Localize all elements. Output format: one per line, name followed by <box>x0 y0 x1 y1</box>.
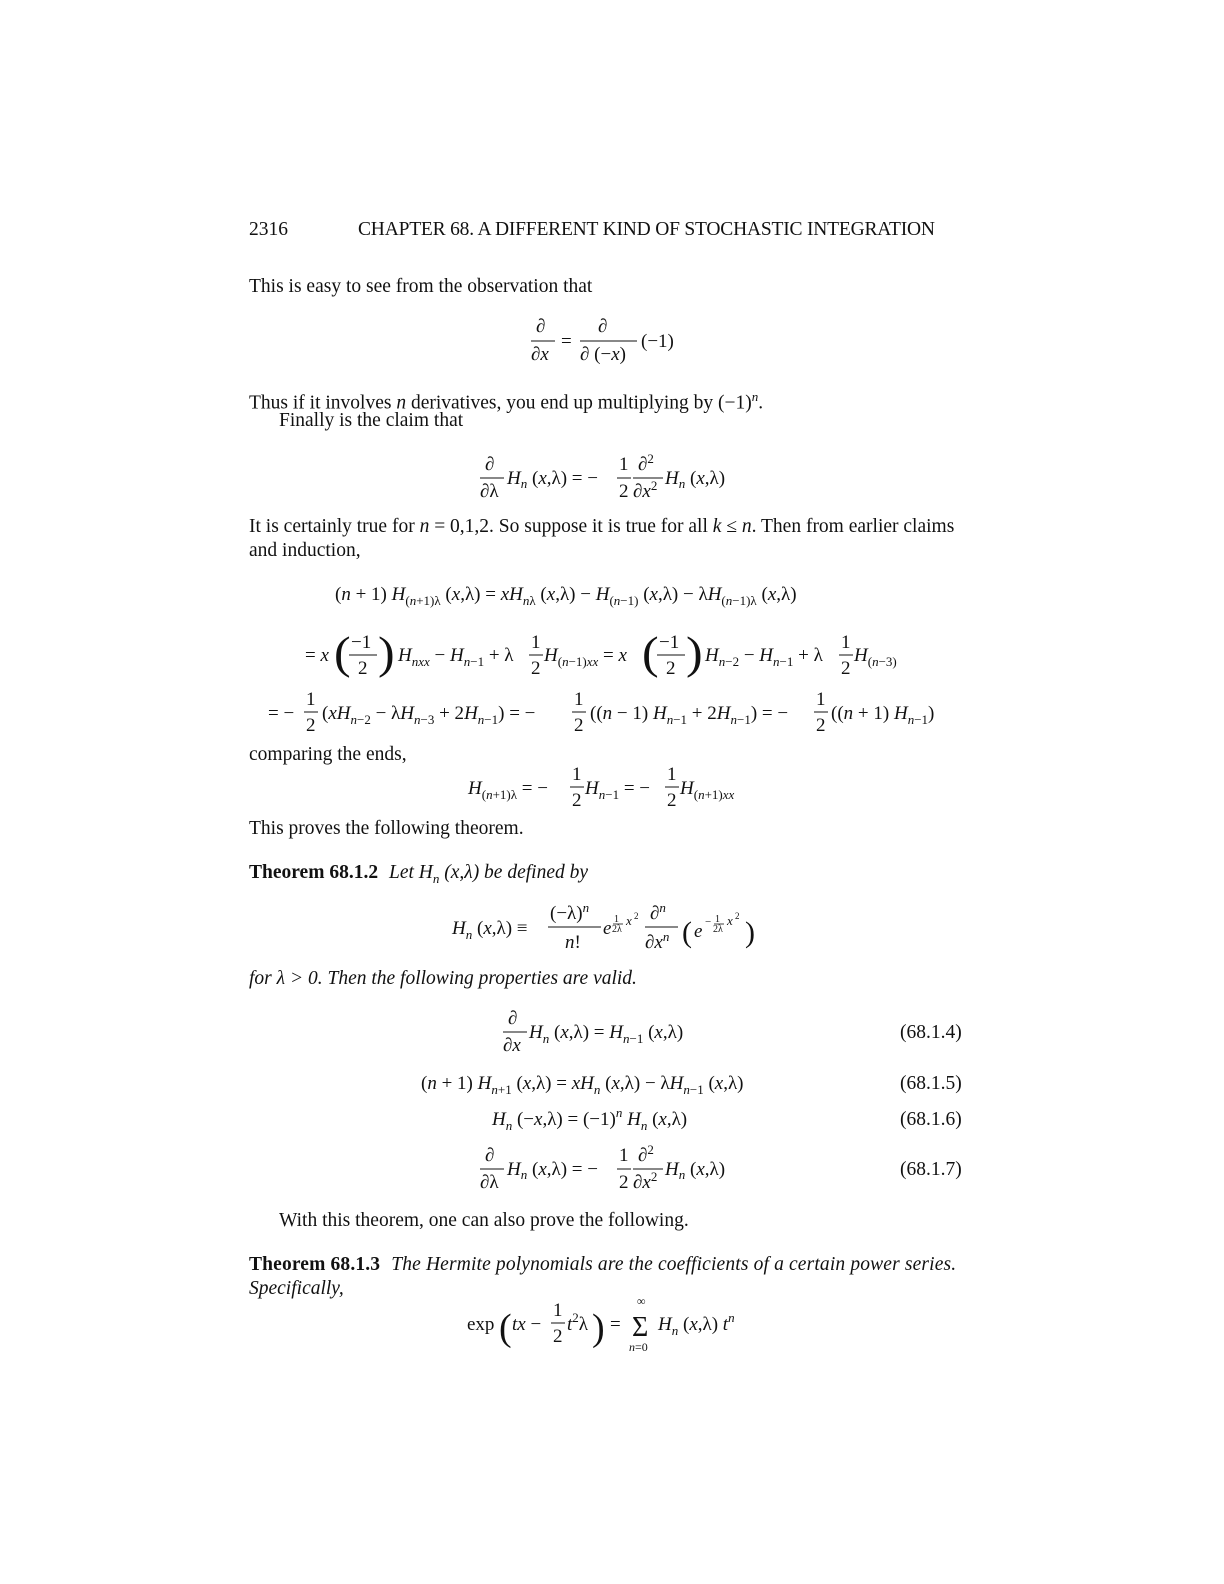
svg-text:2: 2 <box>553 1326 563 1347</box>
svg-text:): ) <box>745 916 755 949</box>
svg-text:H(n−3): $H_{(n-3)}$ <box>854 645 897 669</box>
svg-text:∂: ∂ <box>598 316 608 337</box>
svg-text:∂x: ∂x <box>531 344 549 365</box>
paragraph-with-theorem: With this theorem, one can also prove the following. <box>279 1210 689 1231</box>
svg-text:=: = <box>561 331 572 352</box>
svg-text:∂x: ∂x <box>503 1035 521 1056</box>
svg-text:(: ( <box>682 916 692 949</box>
equation-step-three <box>268 689 934 736</box>
svg-text:1: 1 <box>715 914 720 925</box>
equation-number: (68.1.7) <box>900 1159 962 1180</box>
svg-text:2: 2 <box>735 911 740 921</box>
equation-68-1-6 <box>491 1105 687 1133</box>
svg-text:(n + 1) H(n+1)λ (x,λ) = xHnλ (: (n + 1) $H_(n+1)\lambda$ $(x,\lambda) = xH_n\lambda$ $(x,\lambda) - H_(n-1$) $(x,\lambda) - \lambda H_(n-1)\lambda$ (x,λ) <box>335 584 797 608</box>
svg-text:−1: −1 <box>659 632 680 653</box>
svg-text:Hn (x,λ): $H_n$ (x,λ) <box>665 1159 726 1182</box>
svg-text:1: 1 <box>619 454 629 475</box>
theorem-68-1-2-statement <box>249 861 588 891</box>
equation-generating-function <box>467 1294 735 1354</box>
svg-text:1: 1 <box>841 632 851 653</box>
paragraph-proves: This proves the following theorem. <box>249 818 524 839</box>
svg-text:H(n+1)xx: $H_{(n+1)xx}$ <box>680 778 735 802</box>
running-title: CHAPTER 68. A DIFFERENT KIND OF STOCHASTIC INTEGRATION <box>358 219 935 240</box>
svg-text:∂λ: ∂λ <box>480 1172 499 1193</box>
text-run-italic: (x,λ) be defined by <box>439 862 589 883</box>
svg-text:H(n−1)xx = x: $H_{(n-1)xx} = x$ <box>544 645 627 669</box>
equation-recurrence <box>335 584 797 608</box>
svg-text:((n − 1) Hn−1 + 2Hn−1) = −: ((n − 1) $H_{n-1} + 2H_{n-1}$) = − <box>590 703 789 727</box>
page-number: 2316 <box>249 219 288 240</box>
equation-conclusion <box>467 764 735 811</box>
text-run: It is certainly true for <box>249 516 420 537</box>
svg-text:∂xn: $\partial x^n$ <box>645 929 670 953</box>
paragraph-observation: This is easy to see from the observation that <box>249 276 593 297</box>
svg-text:∂ (−x): ∂ (−x) <box>580 344 626 365</box>
equation-68-1-4 <box>503 1008 683 1056</box>
svg-text:(−1): (−1) <box>641 331 674 352</box>
svg-text:tx −: tx − <box>512 1314 542 1335</box>
text-run: . <box>758 392 764 414</box>
svg-text:∂: ∂ <box>536 316 546 337</box>
svg-text:n=0: n=0 <box>629 1340 648 1354</box>
superscript: n <box>751 389 759 404</box>
svg-text:n!: n! <box>565 932 581 953</box>
svg-text:1: 1 <box>572 764 582 785</box>
svg-text:∂2: ∂$^2$ <box>638 1142 654 1166</box>
equation-heat-claim <box>480 451 725 502</box>
svg-text:Hn (x,λ): $H_n$ (x,λ) <box>665 468 726 491</box>
svg-text:∂x2: $\partial x^2$ <box>633 478 658 502</box>
svg-text:Hn (x,λ) tn: $H_n$ (x,λ) $t^n$ <box>658 1310 735 1338</box>
svg-text:(−λ)n: $(-\lambda)^n$ <box>550 900 590 924</box>
svg-text:(n + 1) Hn+1 (x,λ) = xHn (x,λ): (n + 1) $H_{n+1}$ $(x,\lambda) = xH_n$ $(x,\lambda) - \lambda H_{n-1}$ (x,λ) <box>421 1073 744 1097</box>
svg-text:2: 2 <box>574 715 584 736</box>
svg-text:∂: ∂ <box>485 1145 495 1166</box>
paragraph-comparing: comparing the ends, <box>249 744 407 765</box>
svg-text:): ) <box>686 629 703 679</box>
svg-text:∂: ∂ <box>485 454 495 475</box>
paragraph-induction <box>249 515 954 539</box>
text-run-italic: The Hermite polynomials are the coefficients of a certain power series. <box>391 1254 957 1275</box>
svg-text:∞: ∞ <box>637 1294 646 1308</box>
subscript: n <box>432 870 440 886</box>
svg-text:=: = <box>610 1314 621 1335</box>
svg-text:2: 2 <box>619 481 629 502</box>
svg-text:∂x2: $\partial x^2$ <box>633 1169 658 1193</box>
equation-number: (68.1.6) <box>900 1109 962 1130</box>
svg-text:1: 1 <box>614 914 619 925</box>
svg-text:2: 2 <box>816 715 826 736</box>
svg-text:1: 1 <box>574 689 584 710</box>
svg-text:2: 2 <box>531 658 541 679</box>
svg-text:2: 2 <box>358 658 368 679</box>
text-run: ≤ <box>721 516 742 537</box>
svg-text:): ) <box>378 629 395 679</box>
svg-text:Hn−2 − Hn−1 + λ: $H_{n-2} - H_{n-1} + \lambda$ <box>705 645 823 669</box>
svg-text:2: 2 <box>666 658 676 679</box>
svg-text:(: ( <box>334 629 351 679</box>
svg-text:Hnxx − Hn−1 + λ: $H_{nxx} - H_{n-1} + \lambda$ <box>398 645 514 669</box>
svg-text:H(n+1)λ = −: $H_{(n+1)\lambda}$ = − <box>468 778 548 802</box>
svg-text:x: x <box>727 913 733 928</box>
svg-text:t2λ: $t^2\lambda$ <box>567 1310 588 1335</box>
svg-text:e: e <box>694 921 703 942</box>
equation-68-1-7 <box>480 1142 725 1193</box>
svg-text:e: e <box>603 918 612 939</box>
svg-text:Hn (x,λ) = Hn−1 (x,λ): $H_n$ $(x,\lambda) = H_{n-1}$ (x,λ) <box>529 1022 684 1046</box>
svg-text:Hn−1 = −: $H_{n-1}$ = − <box>585 778 651 802</box>
theorem-label: Theorem 68.1.2 <box>249 862 379 883</box>
svg-text:1: 1 <box>816 689 826 710</box>
svg-text:1: 1 <box>667 764 677 785</box>
var-k: k <box>712 516 722 537</box>
var-n: n <box>419 516 430 537</box>
svg-text:= x: = x <box>305 645 329 666</box>
svg-text:x: x <box>626 913 632 928</box>
svg-text:2: 2 <box>306 715 316 736</box>
svg-text:2: 2 <box>634 911 639 921</box>
equation-step-two <box>305 629 897 679</box>
svg-text:(xHn−2 − λHn−3 + 2Hn−1) = −: $(xH_{n-2} - \lambda H_{n-3} + 2H_{n-1})$ = − <box>322 703 536 727</box>
text-run: . Then from earlier claims <box>751 516 955 537</box>
svg-text:−: − <box>705 916 712 928</box>
svg-text:∂λ: ∂λ <box>480 481 499 502</box>
theorem-label: Theorem 68.1.3 <box>249 1254 381 1275</box>
svg-text:): ) <box>592 1307 605 1349</box>
paragraph-claim: Finally is the claim that <box>279 410 464 431</box>
text-run: derivatives, you end up multiplying by (−1) <box>406 392 752 414</box>
svg-text:(: ( <box>642 629 659 679</box>
theorem-68-1-2-conditions: for λ > 0. Then the following properties are valid. <box>249 968 637 989</box>
var-n: n <box>741 516 752 537</box>
svg-text:((n + 1) Hn−1): ((n + 1) $H_{n-1}$) <box>831 703 935 727</box>
svg-text:Hn (x,λ) = −: $H_n$ (x,λ) = − <box>507 1159 598 1182</box>
text-run-italic: n <box>396 392 407 414</box>
equation-number: (68.1.4) <box>900 1022 962 1043</box>
svg-text:exp: exp <box>467 1314 495 1335</box>
svg-text:(: ( <box>499 1307 512 1349</box>
svg-text:1: 1 <box>553 1300 563 1321</box>
text-run-italic: Let H <box>388 862 433 883</box>
svg-text:∂2: ∂$^2$ <box>638 451 654 475</box>
svg-text:2λ: 2λ <box>713 924 723 935</box>
svg-text:∂: ∂ <box>508 1008 518 1029</box>
svg-text:1: 1 <box>619 1145 629 1166</box>
paragraph-induction-line2: and induction, <box>249 540 361 561</box>
equation-number: (68.1.5) <box>900 1073 962 1094</box>
svg-text:∂n: ∂$^n$ <box>650 900 666 924</box>
svg-text:Σ: Σ <box>632 1312 649 1343</box>
svg-text:2: 2 <box>572 790 582 811</box>
svg-text:1: 1 <box>531 632 541 653</box>
svg-text:2: 2 <box>841 658 851 679</box>
svg-text:Hn (−x,λ) = (−1)n Hn (x,λ): $H_n$ $(-x,\lambda) = (-1)^n$ $H_n$ (x,λ) <box>492 1105 688 1133</box>
svg-text:Hn (x,λ) = −: $H_n$ (x,λ) = − <box>507 468 598 491</box>
svg-text:= −: = − <box>268 703 295 724</box>
equation-68-1-5 <box>421 1073 744 1097</box>
svg-text:−1: −1 <box>351 632 372 653</box>
svg-text:2λ: 2λ <box>612 924 622 935</box>
svg-text:Hn (x,λ) ≡: $H_n$ (x,λ) ≡ <box>452 918 528 942</box>
text-run: = 0,1,2. So suppose it is true for all <box>429 516 713 537</box>
text-run: Thus if it involves <box>249 392 397 414</box>
theorem-68-1-3-specifically: Specifically, <box>249 1278 344 1299</box>
equation-derivative-sign <box>531 316 674 365</box>
svg-text:2: 2 <box>619 1172 629 1193</box>
equation-hermite-definition <box>451 900 755 953</box>
theorem-68-1-3-statement <box>249 1253 956 1277</box>
svg-text:1: 1 <box>306 689 316 710</box>
svg-text:2: 2 <box>667 790 677 811</box>
